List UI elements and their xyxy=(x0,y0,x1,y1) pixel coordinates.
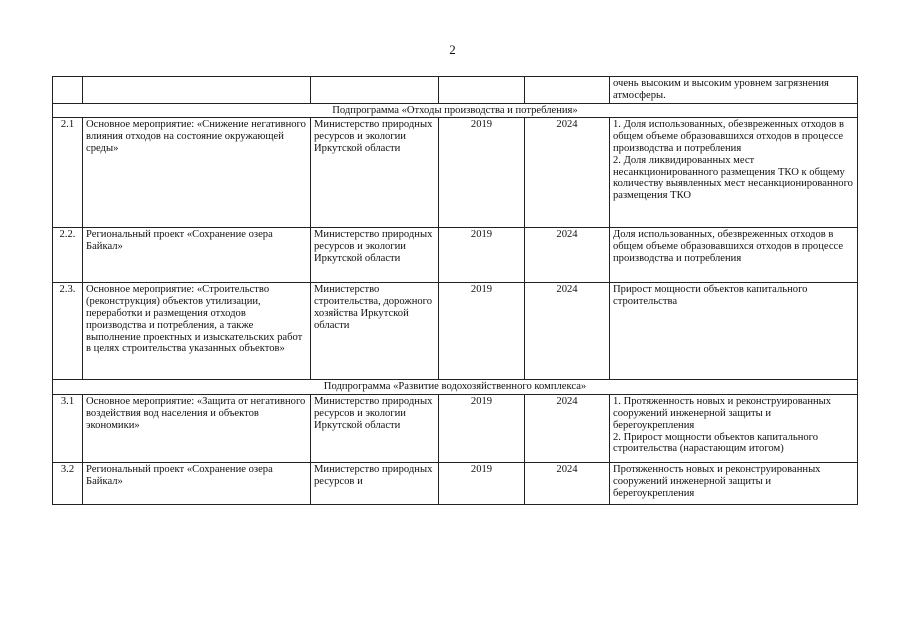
subprogram-title: Подпрограмма «Отходы производства и потребления» xyxy=(53,103,858,118)
executor: Министерство природных ресурсов и экологии Иркутской области xyxy=(311,228,439,283)
indicator-1: Прирост мощности объектов капитального строительства xyxy=(613,284,808,308)
start-year: 2019 xyxy=(439,228,525,283)
indicator-2: 2. Прирост мощности объектов капитального строительства (нарастающим итогом) xyxy=(613,431,819,455)
event-name: Региональный проект «Сохранение озера Байкал» xyxy=(83,463,311,505)
end-year: 2024 xyxy=(525,395,610,463)
event-name: Региональный проект «Сохранение озера Байкал» xyxy=(83,228,311,283)
start-year: 2019 xyxy=(439,463,525,505)
row-number: 2.1 xyxy=(53,118,83,228)
table-row xyxy=(53,228,858,283)
indicators xyxy=(610,463,858,505)
end-year: 2024 xyxy=(525,228,610,283)
event-name: Основное мероприятие: «Защита от негативного воздействия вод населения и объектов экономики» xyxy=(83,395,311,463)
indicators xyxy=(610,283,858,380)
subprogram-title: Подпрограмма «Развитие водохозяйственного комплекса» xyxy=(53,380,858,395)
subprogram-header-row xyxy=(53,103,858,118)
event-name: Основное мероприятие: «Строительство (реконструкция) объектов утилизации, переработки и размещения отходов производства и потребления, а также выполнение проектных и изыскательских работ в целях строительства указанных объектов» xyxy=(83,283,311,380)
page-number: 2 xyxy=(449,42,456,57)
row-number: 2.3. xyxy=(53,283,83,380)
executor: Министерство строительства, дорожного хозяйства Иркутской области xyxy=(311,283,439,380)
executor: Министерство природных ресурсов и экологии Иркутской области xyxy=(311,118,439,228)
executor: Министерство природных ресурсов и экологии Иркутской области xyxy=(311,395,439,463)
indicator-1: Протяженность новых и реконструированных сооружений инженерной защиты и берегоукрепления xyxy=(613,464,821,499)
executor: Министерство природных ресурсов и xyxy=(311,463,439,505)
table-row xyxy=(53,118,858,228)
event-name: Основное мероприятие: «Снижение негативного влияния отходов на состояние окружающей среды» xyxy=(83,118,311,228)
indicator-1: 1. Протяженность новых и реконструированных сооружений инженерной защиты и берегоукрепления xyxy=(613,396,832,431)
table-row xyxy=(53,395,858,463)
row-number: 3.2 xyxy=(53,463,83,505)
row-number: 3.1 xyxy=(53,395,83,463)
end-year: 2024 xyxy=(525,463,610,505)
continuation-row xyxy=(53,77,858,104)
indicator-1: 1. Доля использованных, обезвреженных отходов в общем объеме образовавшихся отходов в процессе производства и потребления xyxy=(613,119,844,154)
indicators xyxy=(610,395,858,463)
end-year: 2024 xyxy=(525,283,610,380)
start-year: 2019 xyxy=(439,395,525,463)
measures-table xyxy=(52,76,858,505)
indicator-2: 2. Доля ликвидированных мест несанкционированного размещения ТКО к общему количеству выявленных мест несанкционированного размещения ТКО xyxy=(613,154,853,202)
indicators xyxy=(610,228,858,283)
start-year: 2019 xyxy=(439,118,525,228)
indicators xyxy=(610,118,858,228)
subprogram-header-row xyxy=(53,380,858,395)
table-row xyxy=(53,283,858,380)
table-row xyxy=(53,463,858,505)
start-year: 2019 xyxy=(439,283,525,380)
end-year: 2024 xyxy=(525,118,610,228)
row-number: 2.2. xyxy=(53,228,83,283)
indicator-1: Доля использованных, обезвреженных отходов в общем объеме образовавшихся отходов в процессе производства и потребления xyxy=(613,229,844,264)
continuation-indicator: очень высоким и высоким уровнем загрязнения атмосферы. xyxy=(610,77,858,104)
